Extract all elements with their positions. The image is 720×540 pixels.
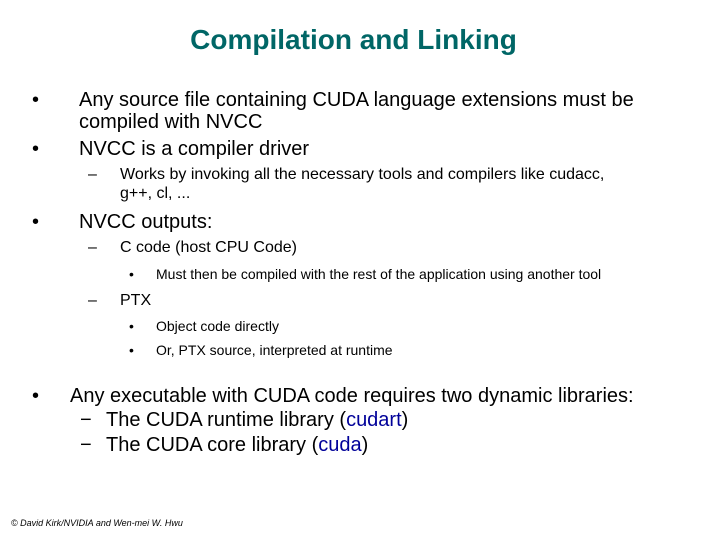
minus-marker: − xyxy=(80,409,92,431)
subitem-text: g++, cl, ... xyxy=(120,185,191,202)
bullet-marker: • xyxy=(32,89,40,111)
runtime-suffix: ) xyxy=(401,409,409,431)
bullet-marker: • xyxy=(32,211,40,233)
runtime-prefix: The CUDA runtime library ( xyxy=(106,409,347,431)
subitem-text: C code (host CPU Code) xyxy=(120,239,297,256)
item-text: Any source file containing CUDA language extensions must be xyxy=(79,89,634,111)
runtime-library-name: cudart xyxy=(346,409,402,431)
subsubitem-text: Object code directly xyxy=(156,318,279,334)
subitem-text: PTX xyxy=(120,292,152,309)
bullet-marker: • xyxy=(129,266,134,282)
core-suffix: ) xyxy=(361,434,369,456)
item-text: NVCC outputs: xyxy=(79,211,213,233)
dash-marker: – xyxy=(88,166,97,183)
bullet-marker: • xyxy=(32,385,40,407)
item-text: NVCC is a compiler driver xyxy=(79,138,310,160)
core-library-line xyxy=(106,435,368,455)
libraries-intro: Any executable with CUDA code requires two dynamic libraries: xyxy=(70,385,634,407)
slide-title: Compilation and Linking xyxy=(190,24,517,55)
subsubitem-text: Must then be compiled with the rest of the application using another tool xyxy=(156,266,602,282)
bullet-marker: • xyxy=(129,318,134,334)
dash-marker: – xyxy=(88,239,97,256)
core-prefix: The CUDA core library ( xyxy=(106,434,319,456)
subitem-text: Works by invoking all the necessary tools and compilers like cudacc, xyxy=(120,166,605,183)
core-library-name: cuda xyxy=(318,434,362,456)
runtime-library-line xyxy=(106,410,408,430)
bullet-marker: • xyxy=(32,138,40,160)
minus-marker: − xyxy=(80,434,92,456)
footer-copyright: © David Kirk/NVIDIA and Wen-mei W. Hwu xyxy=(11,518,183,528)
bullet-marker: • xyxy=(129,342,134,358)
subsubitem-text: Or, PTX source, interpreted at runtime xyxy=(156,342,393,358)
item-text: compiled with NVCC xyxy=(79,111,263,133)
dash-marker: – xyxy=(88,292,97,309)
